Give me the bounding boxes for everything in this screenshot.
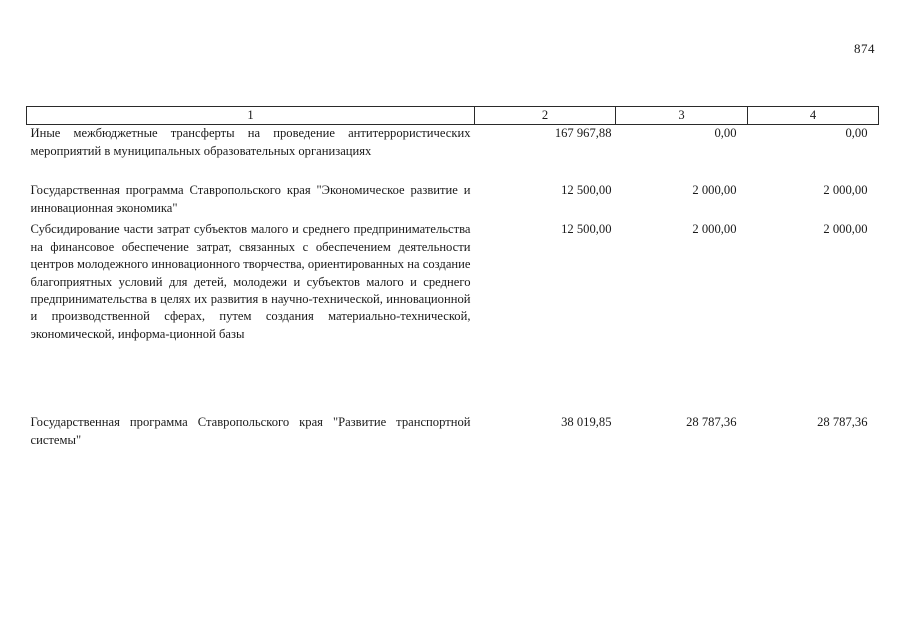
row-description: Государственная программа Ставропольского края "Экономическое развитие и инновационная экономика" <box>30 183 471 215</box>
table-body <box>27 125 879 449</box>
budget-table-container <box>26 106 878 449</box>
table-row <box>27 221 879 414</box>
header-col-3: 3 <box>616 107 748 125</box>
row-description: Субсидирование части затрат субъектов малого и среднего предпринимательства на финансовое обеспечение затрат, связанных с обеспечением деятельности центров молодежного инновационного творчества, ориентированных на создание благоприятных условий для детей, молодежи и субъектов малого и среднего предпринимательства в целях их развития в научно-технической, инновационной и производственной сферах, путем создания материально-технической, экономической, информа-ционной базы <box>30 222 471 341</box>
row-value-col2: 12 500,00 <box>561 183 612 198</box>
row-value-col3: 28 787,36 <box>686 415 737 430</box>
row-value-col4: 2 000,00 <box>823 222 868 237</box>
table-row <box>27 182 879 221</box>
row-value-col4: 2 000,00 <box>823 183 868 198</box>
row-value-col4: 28 787,36 <box>817 415 868 430</box>
row-value-col4: 0,00 <box>845 126 868 141</box>
header-col-2: 2 <box>475 107 616 125</box>
table-header <box>27 107 879 125</box>
row-value-col2: 38 019,85 <box>561 415 612 430</box>
header-col-4: 4 <box>748 107 879 125</box>
header-row <box>27 107 879 125</box>
row-value-col2: 12 500,00 <box>561 222 612 237</box>
row-description: Иные межбюджетные трансферты на проведение антитеррористических мероприятий в муниципальных образовательных организациях <box>30 126 471 158</box>
table-row <box>27 414 879 449</box>
page-number: 874 <box>854 41 875 56</box>
budget-table <box>26 106 879 449</box>
row-description: Государственная программа Ставропольского края "Развитие транспортной системы" <box>30 415 471 447</box>
row-value-col2: 167 967,88 <box>554 126 612 141</box>
row-value-col3: 0,00 <box>714 126 737 141</box>
header-col-1: 1 <box>27 107 475 125</box>
row-value-col3: 2 000,00 <box>692 222 737 237</box>
row-value-col3: 2 000,00 <box>692 183 737 198</box>
table-row <box>27 125 879 183</box>
